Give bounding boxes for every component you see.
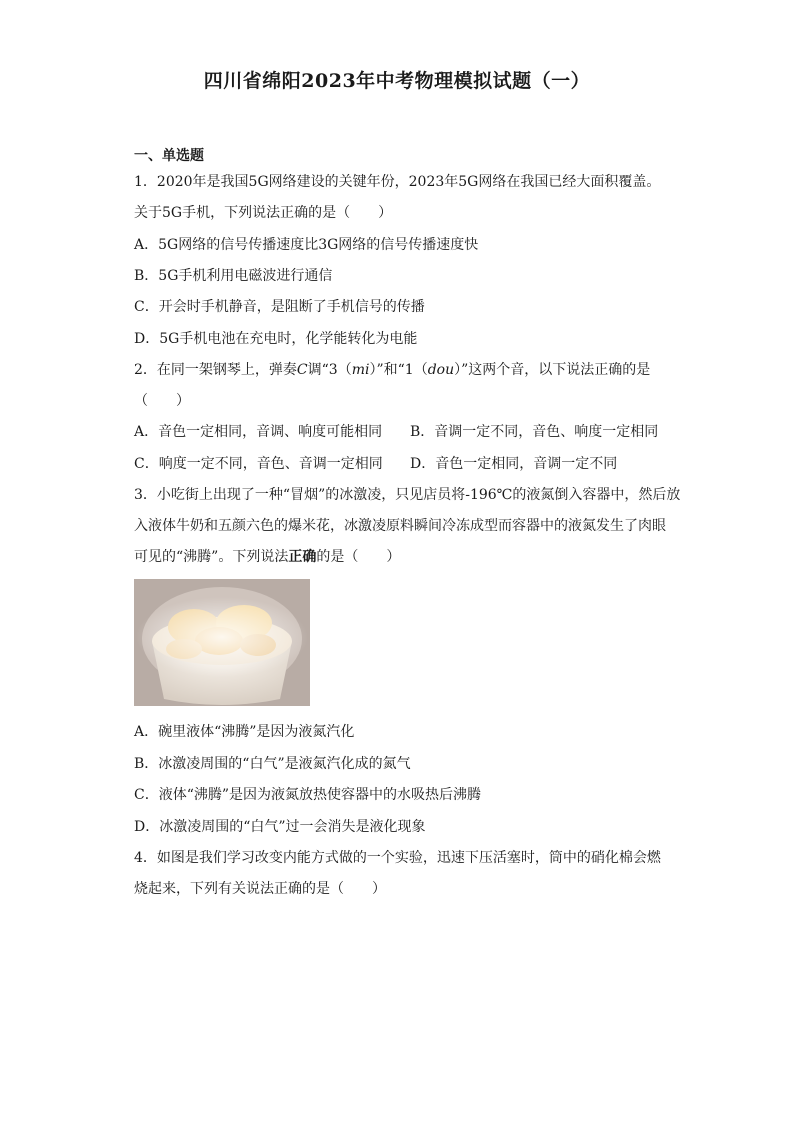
- question-3-stem-line1: 3．小吃街上出现了一种“冒烟”的冰激凌，只见店员将-196℃的液氮倒入容器中，然后放: [134, 487, 681, 503]
- question-4-stem-line2: 烧起来，下列有关说法正确的是（ ）: [134, 881, 386, 897]
- q3-text-b: 的是（ ）: [316, 549, 401, 565]
- question-3-option-c: C．液体“沸腾”是因为液氮放热使容器中的水吸热后沸腾: [134, 787, 482, 803]
- page-title: 四川省绵阳2023年中考物理模拟试题（一）: [203, 70, 591, 92]
- question-3-option-d: D．冰激凌周围的“白气”过一会消失是液化现象: [134, 819, 426, 835]
- q2-key-c: C: [296, 362, 308, 378]
- question-2-stem-line1: [134, 360, 650, 380]
- question-2-option-c: C．响度一定不同，音色、音调一定相同: [134, 456, 383, 472]
- q3-text-a: 可见的“沸腾”。下列说法: [134, 549, 289, 565]
- question-2-option-b: B．音调一定不同，音色、响度一定相同: [410, 424, 659, 440]
- question-3-option-b: B．冰激凌周围的“白气”是液氮汽化成的氮气: [134, 756, 411, 772]
- q2-text-a: 2．在同一架钢琴上，弹奏: [134, 362, 297, 378]
- question-1-option-b: B．5G手机利用电磁波进行通信: [134, 268, 333, 284]
- q3-emphasis: 正确: [288, 549, 317, 565]
- q2-solfege-mi: mi: [351, 362, 370, 378]
- question-3-stem-line2: 入液体牛奶和五颜六色的爆米花，冰激凌原料瞬间冷冻成型而容器中的液氮发生了肉眼: [134, 518, 666, 534]
- question-1-option-c: C．开会时手机静音，是阻断了手机信号的传播: [134, 299, 425, 315]
- question-1-option-d: D．5G手机电池在充电时，化学能转化为电能: [134, 331, 418, 347]
- question-2-option-a: A．音色一定相同，音调、响度可能相同: [134, 424, 383, 440]
- q2-solfege-dou: dou: [427, 362, 455, 378]
- question-1-stem-line1: 1．2020年是我国5G网络建设的关键年份，2023年5G网络在我国已经大面积覆盖。: [134, 174, 661, 190]
- question-2-stem-line2: （ ）: [134, 393, 190, 409]
- ice-cream-photo: [134, 579, 310, 706]
- question-2-option-d: D．音色一定相同，音调一定不同: [410, 456, 618, 472]
- question-1-stem-line2: 关于5G手机，下列说法正确的是（ ）: [134, 205, 393, 221]
- q2-text-e: ）”这两个音，以下说法正确的是: [454, 362, 651, 378]
- q2-text-b: 调“3（: [307, 362, 352, 378]
- section-heading: 一、单选题: [134, 148, 204, 164]
- question-3-option-a: A．碗里液体“沸腾”是因为液氮汽化: [134, 724, 355, 740]
- question-3-stem-line3: [134, 547, 400, 567]
- question-1-option-a: A．5G网络的信号传播速度比3G网络的信号传播速度快: [134, 237, 479, 253]
- question-4-stem-line1: 4．如图是我们学习改变内能方式做的一个实验，迅速下压活塞时，筒中的硝化棉会燃: [134, 850, 661, 866]
- q2-text-d: ）”和“1（: [369, 362, 428, 378]
